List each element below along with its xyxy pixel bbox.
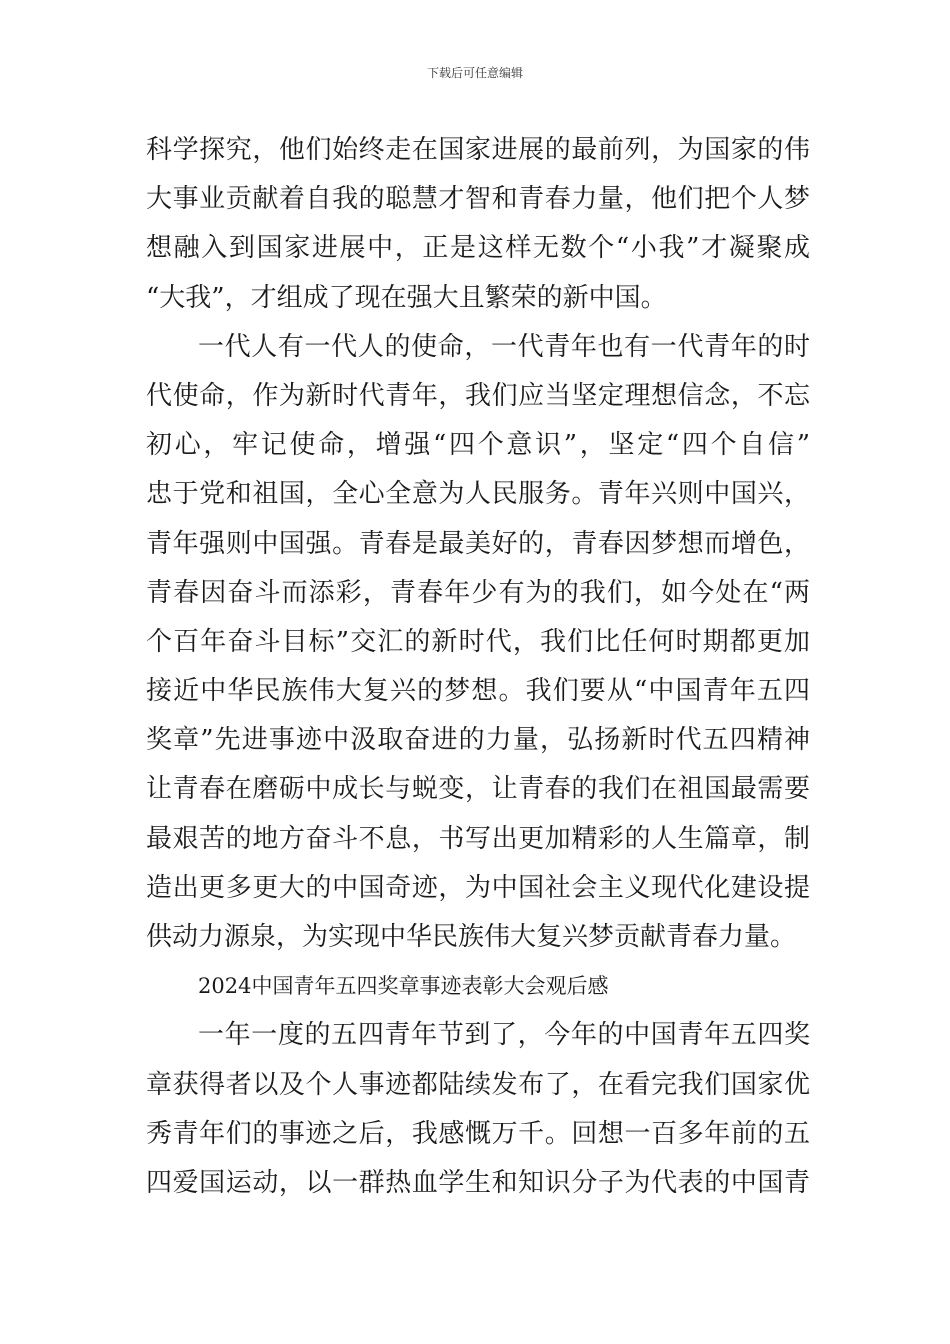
- text-line: 最艰苦的地方奋斗不息，书写出更加精彩的人生篇章，制: [146, 823, 810, 854]
- document-body: [146, 126, 810, 1208]
- text-line: 接近中华民族伟大复兴的梦想。我们要从“中国青年五四: [146, 676, 810, 707]
- text-line: 供动力源泉，为实现中华民族伟大复兴梦贡献青春力量。: [146, 922, 797, 952]
- text-line: 青年强则中国强。青春是最美好的，青春因梦想而增色，: [146, 528, 810, 559]
- text-line: 忠于党和祖国，全心全意为人民服务。青年兴则中国兴，: [146, 479, 810, 510]
- text-line: 大事业贡献着自我的聪慧才智和青春力量，他们把个人梦: [146, 184, 810, 215]
- text-line: 青春因奋斗而添彩，青春年少有为的我们，如今处在“两: [146, 577, 810, 608]
- text-line: 想融入到国家进展中，正是这样无数个“小我”才凝聚成: [146, 233, 810, 264]
- text-line: 代使命，作为新时代青年，我们应当坚定理想信念，不忘: [146, 380, 810, 411]
- page-header: 下载后可任意编辑: [426, 66, 523, 80]
- text-line: 造出更多更大的中国奇迹，为中国社会主义现代化建设提: [146, 872, 810, 903]
- text-line: 章获得者以及个人事迹都陆续发布了，在看完我们国家优: [146, 1069, 810, 1100]
- text-line: 一年一度的五四青年节到了，今年的中国青年五四奖: [198, 1020, 810, 1051]
- text-line: 让青春在磨砺中成长与蜕变，让青春的我们在祖国最需要: [146, 774, 810, 805]
- text-line: 初心，牢记使命，增强“四个意识”，坚定“四个自信”: [146, 430, 810, 461]
- text-line: 个百年奋斗目标”交汇的新时代，我们比任何时期都更加: [146, 626, 810, 657]
- text-line: 四爱国运动，以一群热血学生和知识分子为代表的中国青: [146, 1167, 810, 1198]
- text-line: 秀青年们的事迹之后，我感慨万千。回想一百多年前的五: [146, 1118, 810, 1149]
- section-title: 2024中国青年五四奖章事迹表彰大会观后感: [198, 974, 609, 999]
- text-line: 科学探究，他们始终走在国家进展的最前列，为国家的伟: [146, 135, 810, 165]
- text-line: 奖章”先进事迹中汲取奋进的力量，弘扬新时代五四精神: [146, 725, 810, 756]
- text-line: 一代人有一代人的使命，一代青年也有一代青年的时: [198, 331, 810, 362]
- text-line: “大我”，才组成了现在强大且繁荣的新中国。: [146, 282, 667, 313]
